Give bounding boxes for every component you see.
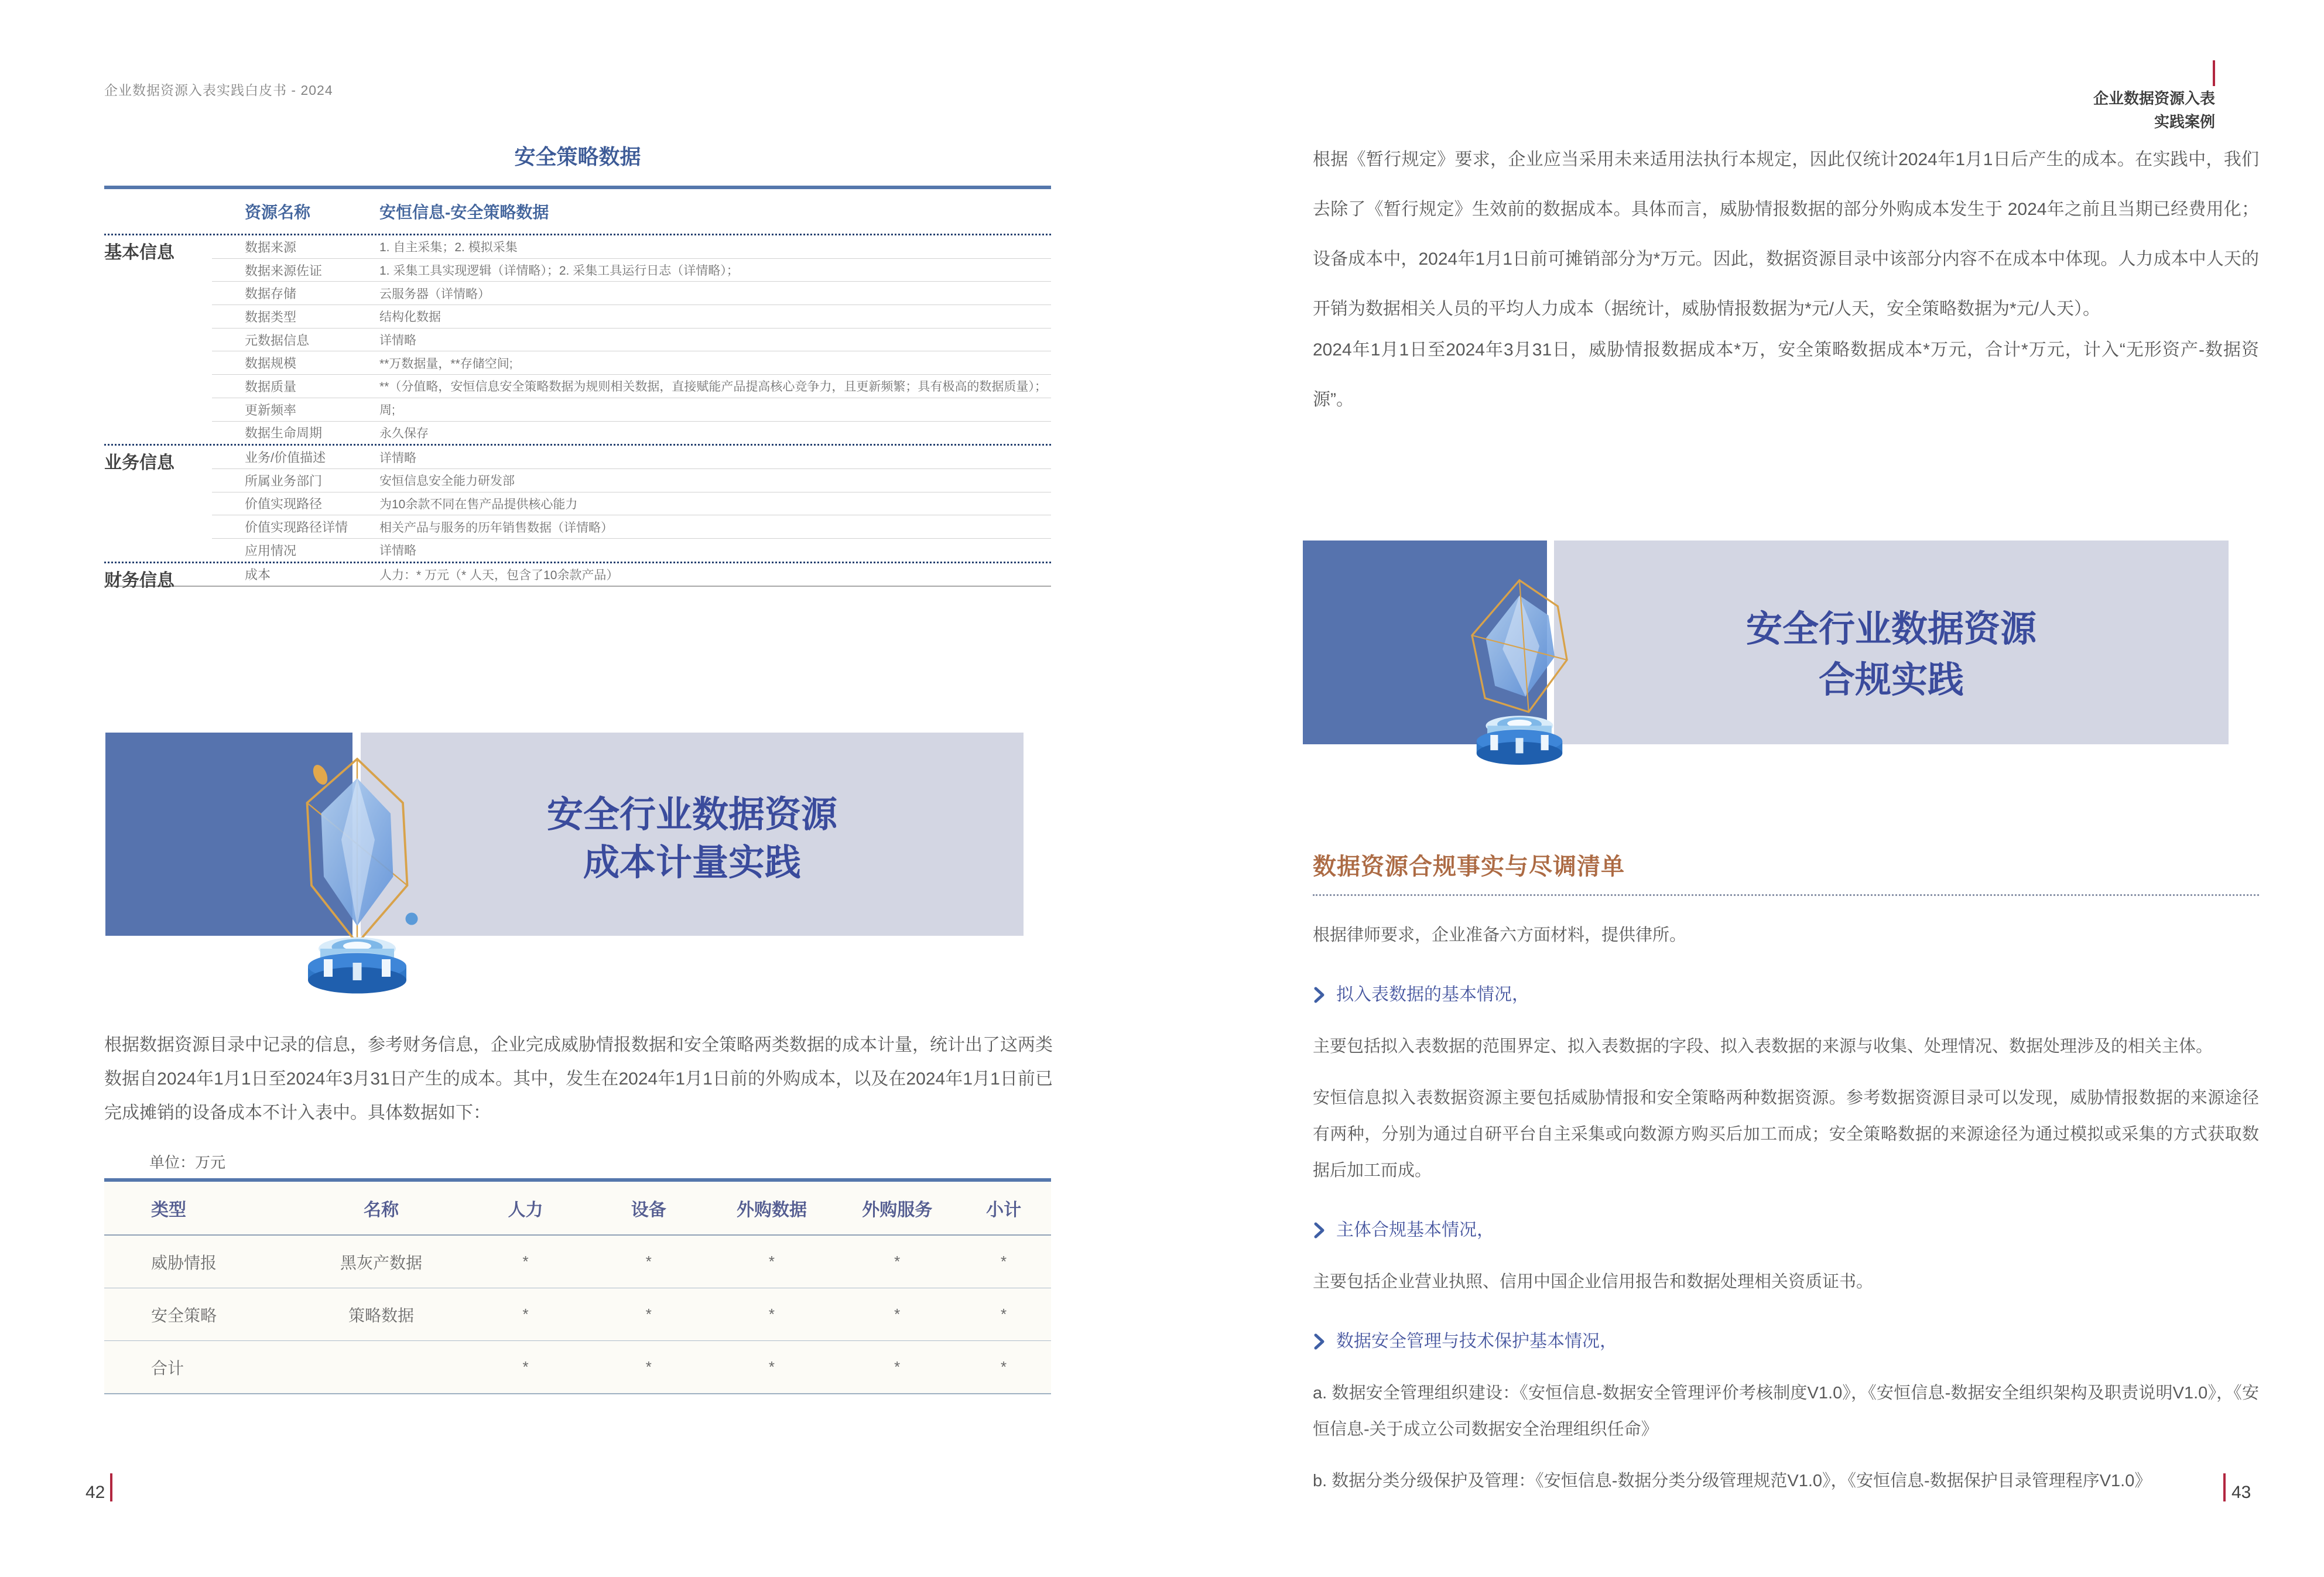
section-intro: 根据律师要求，企业准备六方面材料，提供律所。 [1313,926,1687,945]
cost-table-header-cell: 设备 [631,1200,666,1220]
table-row [212,422,1051,444]
bullet-paragraph: 主要包括拟入表数据的范围界定、拟入表数据的字段、拟入表数据的来源与收集、处理情况、数据处理涉及的相关主体。 [1313,1037,2213,1056]
cost-table-cell: * [522,1358,529,1376]
cost-table-header-row [104,1182,1051,1236]
row-field-label: 更新频率 [245,402,297,418]
row-field-label: 数据存储 [245,286,297,302]
row-field-label: 元数据信息 [245,333,310,348]
table-row [212,235,1051,259]
cost-table-unit-label: 单位：万元 [149,1154,226,1171]
cost-paragraph: 根据数据资源目录中记录的信息，参考财务信息，企业完成威胁情报数据和安全策略两类数据的成本计量，统计出了这两类数据自2024年1月1日至2024年3月31日产生的成本。其中，发生在2024年1月1日前的外购成本，以及在2024年1月1日前已完成摊销的设备成本不计入表中。具体数据如下： [104,1035,1053,1123]
section-bullets [1313,977,2259,1499]
row-field-label: 数据生命周期 [245,426,323,441]
cost-table-cell: * [522,1305,529,1323]
bullet-item [1313,1212,2259,1248]
chevron-right-icon [1313,1333,1326,1350]
resource-table-header [104,189,1051,235]
bullet-label-text: 拟入表数据的基本情况， [1336,985,1529,1004]
cost-table-cell: * [768,1358,775,1376]
bullet-label-text: 数据安全管理与技术保护基本情况， [1336,1332,1617,1351]
row-field-value: 为10余款不同在售产品提供核心能力 [379,497,578,511]
cost-table-header-cell: 外购数据 [736,1200,807,1220]
row-field-label: 价值实现路径 [245,497,323,512]
row-field-label: 成本 [245,567,271,583]
resource-table-box [104,186,1051,590]
cost-table-cell: 策略数据 [348,1306,414,1325]
row-field-value: 1. 采集工具实现逻辑（详情略）；2. 采集工具运行日志（详情略）； [379,264,739,278]
row-field-label: 数据质量 [245,379,297,394]
table-row [212,469,1051,492]
resource-group-label: 基本信息 [104,243,174,262]
cost-table-cell: * [894,1358,901,1376]
resource-table-group [104,235,1051,446]
resource-group-label: 财务信息 [104,570,174,590]
table-row [212,492,1051,516]
cost-table-header-cell: 人力 [508,1200,543,1220]
cost-table-cell: 威胁情报 [151,1253,217,1272]
table-row [212,259,1051,282]
compliance-practice-banner [1303,541,2229,744]
page-number-left: 42 [85,1483,105,1502]
row-field-value: 结构化数据 [379,310,441,324]
page-right [1162,0,2324,1577]
bullet-paragraph: b. 数据分类分级保护及管理：《安恒信息-数据分类分级管理规范V1.0》，《安恒信息-数据保护目录管理程序V1.0》 [1313,1472,2152,1490]
cost-table-cell: * [894,1253,901,1270]
row-field-value: 详情略 [379,451,416,465]
bullet-paragraph: a. 数据安全管理组织建设：《安恒信息-数据安全管理评价考核制度V1.0》，《安恒信息-数据安全组织架构及职责说明V1.0》，《安恒信息-关于成立公司数据安全治理组织任命》 [1313,1384,2259,1439]
chapter-header [2093,87,2215,134]
cost-table-cell: * [645,1305,652,1323]
chapter-header-line1: 企业数据资源入表 [2093,90,2215,107]
row-field-label: 数据类型 [245,309,297,324]
banner-title [361,791,1024,887]
table-row [212,515,1051,539]
book-title-header: 企业数据资源入表实践白皮书 - 2024 [104,83,333,98]
banner-title-line1: 安全行业数据资源 [1745,609,2037,649]
table-row [212,351,1051,375]
table-row [212,282,1051,305]
row-field-label: 应用情况 [245,543,297,558]
resource-table-header-value: 安恒信息-安全策略数据 [379,203,549,221]
table-row [212,446,1051,469]
page-number-accent-left [110,1473,112,1501]
cost-table-cell: * [768,1253,775,1270]
resource-table-title: 安全策略数据 [514,145,641,169]
row-field-value: 详情略 [379,544,416,558]
resource-table [104,141,1051,590]
regulation-paragraph-1: 根据《暂行规定》要求，企业应当采用未来适用法执行本规定，因此仅统计2024年1月1日后产生的成本。在实践中，我们去除了《暂行规定》生效前的数据成本。具体而言，威胁情报数据的部分外购成本发生于 2024年之前且当期已经费用化；设备成本中，2024年1月1日前可摊销部分为*万元。因此，数据资源目录中该部分内容不在成本中体现。人力成本中人天的开销为数据相关人员的平均人力成本（据统计，威胁情报数据为*元/人天，安全策略数据为*元/人天）。 [1313,150,2259,319]
row-field-value: 周; [379,403,395,418]
row-field-value: 详情略 [379,334,416,348]
row-field-value: 安恒信息安全能力研发部 [379,474,515,488]
cost-table-cell: 黑灰产数据 [340,1253,422,1272]
section-heading: 数据资源合规事实与尽调清单 [1313,854,1625,880]
cost-table-cell: * [1001,1253,1007,1270]
cost-table-cell: * [645,1358,652,1376]
cost-table-cell: 安全策略 [151,1306,217,1325]
cost-table-cell: * [1001,1305,1007,1323]
chevron-right-icon [1313,986,1326,1004]
bullet-item [1313,977,2259,1013]
table-row [212,329,1051,352]
resource-group-label: 业务信息 [104,453,174,473]
page-number-accent-right [2223,1473,2226,1501]
cost-table-header-cell: 类型 [151,1200,186,1220]
row-field-value: 永久保存 [379,426,429,440]
cost-table-cell: * [645,1253,652,1270]
cost-table-cell: 合计 [151,1359,184,1377]
table-row [104,1288,1051,1341]
resource-table-group [104,446,1051,563]
cost-table-header-cell: 小计 [986,1200,1022,1220]
header-accent-right [2213,60,2215,86]
row-field-label: 数据规模 [245,356,297,371]
row-field-value: 1. 自主采集；2. 模拟采集 [379,241,518,255]
row-field-label: 数据来源 [245,240,297,255]
chevron-right-icon [1313,1222,1326,1239]
bullet-paragraph: 安恒信息拟入表数据资源主要包括威胁情报和安全策略两种数据资源。参考数据资源目录可以发现，威胁情报数据的来源途径有两种，分别为通过自研平台自主采集或向数源方购买后加工而成；安全策略数据的来源途径为通过模拟或采集的方式获取数据后加工而成。 [1313,1089,2259,1180]
row-field-label: 业务/价值描述 [245,450,326,466]
row-field-value: 相关产品与服务的历年销售数据（详情略） [379,521,613,535]
compliance-section [1313,848,2259,1499]
row-field-value: 人力：* 万元（* 人天，包含了10余款产品） [379,568,619,582]
cost-table-header-cell: 名称 [363,1200,399,1220]
bullet-paragraph: 主要包括企业营业执照、信用中国企业信用报告和数据处理相关资质证书。 [1313,1272,1874,1291]
row-field-label: 价值实现路径详情 [245,520,348,535]
chapter-header-line2: 实践案例 [2154,113,2215,131]
row-field-label: 所属业务部门 [245,473,323,488]
table-row [212,305,1051,329]
row-field-value: **（分值略，安恒信息安全策略数据为规则相关数据，直接赋能产品提高核心竞争力，且更新频繁；具有极高的数据质量）； [379,380,1047,394]
cost-table [104,1178,1051,1394]
table-row [104,1341,1051,1394]
banner-title [1554,604,2229,706]
cost-table-cell: * [1001,1358,1007,1376]
table-row [212,563,1051,586]
page-number-right: 43 [2231,1483,2251,1502]
regulation-paragraph-2: 2024年1月1日至2024年3月31日，威胁情报数据成本*万，安全策略数据成本*万元，合计*万元，计入“无形资产-数据资源”。 [1313,340,2259,409]
cost-table-cell: * [894,1305,901,1323]
row-field-label: 数据来源佐证 [245,263,323,278]
row-field-value: 云服务器（详情略） [379,287,490,301]
banner-title-line2: 合规实践 [1818,660,1964,700]
table-row [212,539,1051,562]
cost-table-cell: * [522,1253,529,1270]
banner-title-line1: 安全行业数据资源 [546,795,837,835]
banner-title-line2: 成本计量实践 [583,843,801,883]
table-row [212,398,1051,422]
resource-table-groups [104,235,1051,590]
table-row [212,375,1051,398]
cost-table-cell: * [768,1305,775,1323]
bullet-item [1313,1323,2259,1360]
bullet-label-text: 主体合规基本情况， [1336,1220,1494,1240]
table-row [104,1236,1051,1288]
cost-table-header-cell: 外购服务 [862,1200,933,1220]
resource-table-group [104,563,1051,590]
section-divider [1313,894,2259,896]
cost-practice-banner [105,733,1024,936]
row-field-value: **万数据量，**存储空间; [379,357,513,371]
resource-table-header-field: 资源名称 [245,203,311,221]
